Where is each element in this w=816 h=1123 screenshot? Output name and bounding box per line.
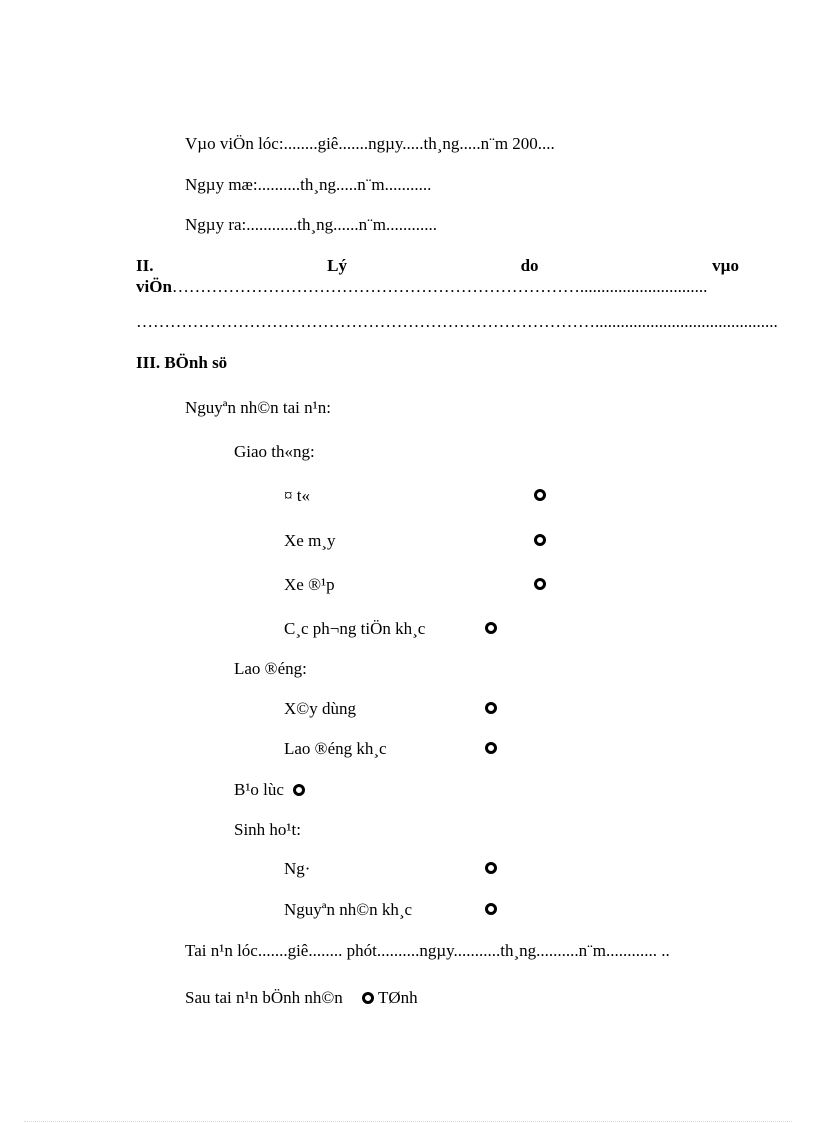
admission-time-line: Vµo viÖn lóc:........giê.......ngµy.....th¸ng.....n¨m 200....: [185, 134, 555, 153]
traffic-option-car: ¤ t«: [284, 486, 310, 505]
labor-option-other: Lao ®éng kh¸c: [284, 739, 387, 758]
fall-option-circle-icon[interactable]: [485, 862, 497, 874]
traffic-option-motorbike: Xe m¸y: [284, 531, 336, 550]
violence-option-circle-icon[interactable]: [293, 784, 305, 796]
daily-life-option-other: Nguyªn nh©n kh¸c: [284, 900, 413, 919]
violence-label: B¹o lùc: [234, 780, 284, 799]
section-2-number: II.: [136, 256, 154, 275]
section-2-heading-line2: [136, 277, 707, 297]
traffic-label: Giao th«ng:: [234, 442, 315, 461]
section-2-word-ly: Lý: [327, 256, 347, 275]
surgery-date-line: Ngµy mæ:..........th¸ng.....n¨m...........: [185, 175, 432, 194]
section-2-word-vien: viÖn: [136, 277, 172, 296]
conscious-option-label: TØnh: [377, 988, 418, 1007]
section-2-word-vao: vµo: [712, 256, 739, 275]
accident-time-line: Tai n¹n lóc.......giê........ phót..........ngµy...........th¸ng..........n¨m............ ..: [185, 941, 670, 960]
after-accident-row: [185, 988, 418, 1008]
other-vehicle-option-circle-icon[interactable]: [485, 622, 497, 634]
section-3-title: III. BÖnh sö: [136, 353, 228, 372]
reason-dotted-line: ………………………………………………………………………...........................................: [136, 312, 778, 331]
labor-label: Lao ®éng:: [234, 659, 307, 678]
motorbike-option-circle-icon[interactable]: [534, 534, 546, 546]
section-2-dots: ………………………………………………………………..............................: [171, 277, 708, 296]
page-bottom-rule: [24, 1121, 792, 1122]
after-accident-label: Sau tai n¹n bÖnh nh©n: [185, 988, 343, 1007]
traffic-option-other: C¸c ph¬ng tiÖn kh¸c: [284, 619, 426, 638]
other-cause-option-circle-icon[interactable]: [485, 903, 497, 915]
section-2-word-do: do: [520, 256, 539, 275]
violence-row: [234, 780, 305, 800]
discharge-date-line: Ngµy ra:............th¸ng......n¨m............: [185, 215, 438, 234]
section-2-heading: [136, 256, 739, 276]
other-labor-option-circle-icon[interactable]: [485, 742, 497, 754]
construction-option-circle-icon[interactable]: [485, 702, 497, 714]
conscious-option-circle-icon[interactable]: [362, 992, 374, 1004]
daily-life-label: Sinh ho¹t:: [234, 820, 301, 839]
labor-option-construction: X©y dùng: [284, 699, 356, 718]
car-option-circle-icon[interactable]: [534, 489, 546, 501]
bicycle-option-circle-icon[interactable]: [534, 578, 546, 590]
traffic-option-bicycle: Xe ®¹p: [284, 575, 335, 594]
daily-life-option-fall: Ng·: [284, 859, 311, 878]
cause-label: Nguyªn nh©n tai n¹n:: [185, 398, 331, 417]
